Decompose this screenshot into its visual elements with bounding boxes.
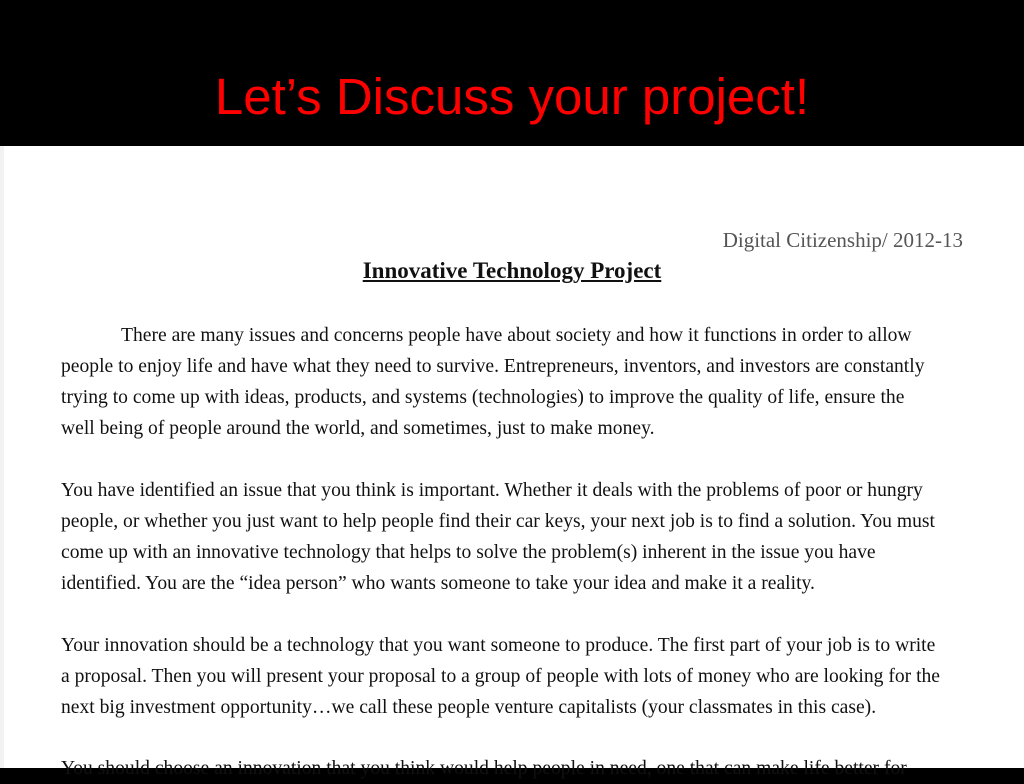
document-header: Digital Citizenship/ 2012-13	[722, 228, 963, 252]
paragraph-4	[61, 753, 907, 784]
paragraph-3	[61, 630, 940, 723]
paragraph-line: people to enjoy life and have what they need to survive. Entrepreneurs, inventors, and investors are constantly	[61, 356, 925, 377]
paragraph-1	[61, 320, 925, 444]
paragraph-line: Your innovation should be a technology that you want someone to produce. The first part of your job is to write	[61, 635, 936, 656]
paragraph-line: You should choose an innovation that you think would help people in need, one that can make life better for	[61, 758, 907, 779]
paragraph-line: next big investment opportunity…we call these people venture capitalists (your classmates in this case).	[61, 697, 877, 718]
paragraph-line: identified. You are the “idea person” who wants someone to take your idea and make it a reality.	[61, 573, 815, 594]
slide-title: Let’s Discuss your project!	[214, 68, 810, 125]
document-image	[0, 146, 1024, 779]
paragraph-line: people, or whether you just want to help people find their car keys, your next job is to find a solution. You must	[61, 511, 935, 532]
document-title: Innovative Technology Project	[362, 258, 662, 283]
paragraph-line: There are many issues and concerns people have about society and how it functions in order to allow	[121, 325, 912, 346]
document-edge	[0, 146, 4, 768]
paragraph-line: a proposal. Then you will present your proposal to a group of people with lots of money who are looking for the	[61, 666, 941, 687]
paragraph-2	[61, 475, 935, 599]
paragraph-line: You have identified an issue that you think is important. Whether it deals with the problems of poor or hungry	[61, 480, 923, 501]
paragraph-line: come up with an innovative technology that helps to solve the problem(s) inherent in the issue you have	[61, 542, 876, 563]
paragraph-line: well being of people around the world, and sometimes, just to make money.	[61, 418, 655, 439]
paragraph-line: trying to come up with ideas, products, and systems (technologies) to improve the quality of life, ensure the	[61, 387, 905, 408]
